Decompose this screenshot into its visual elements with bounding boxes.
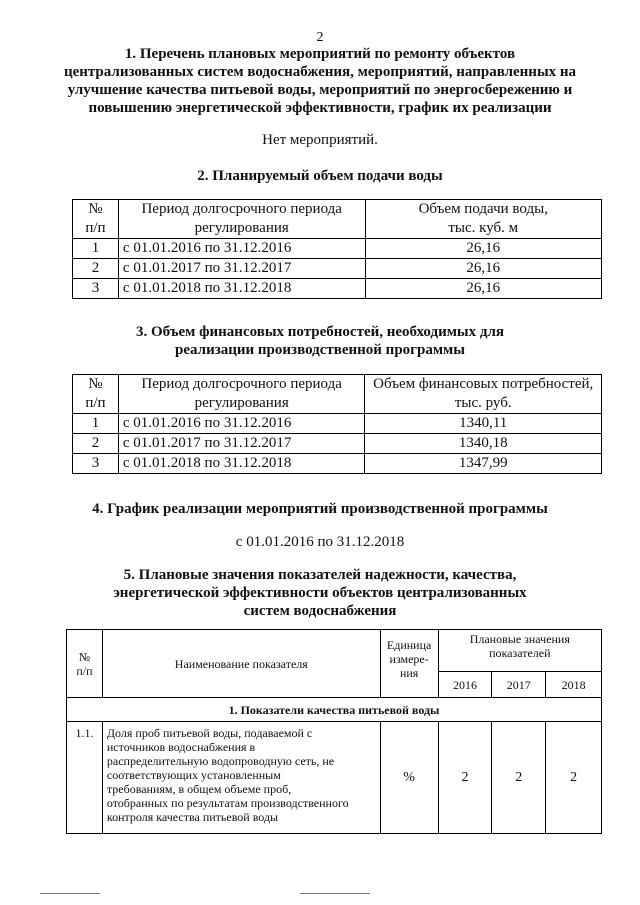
table-row [73, 434, 602, 454]
section-5-title-line: систем водоснабжения [243, 603, 397, 619]
section-2-title [60, 167, 580, 185]
header-year: 2018 [546, 672, 602, 698]
row-value: 26,16 [365, 259, 602, 279]
row-name: Доля проб питьевой воды, подаваемой с источников водоснабжения в распределительную водопроводную сеть, не соответствующих установленным требованиям, в общем объеме проб, отобранных по результатам производственного контроля качества питьевой воды [102, 722, 380, 834]
section-1-title-line: централизованных систем водоснабжения, мероприятий, направленных на [63, 64, 577, 80]
row-value: 1340,11 [365, 414, 602, 434]
table-group-row [67, 698, 602, 722]
water-supply-table [72, 199, 602, 299]
table-row [73, 414, 602, 434]
row-num: 1 [73, 239, 119, 259]
row-value: 2 [438, 722, 492, 834]
header-year: 2017 [492, 672, 546, 698]
row-num: 1.1. [67, 722, 103, 834]
section-4-title-text: 4. График реализации мероприятий производственной программы [92, 501, 548, 517]
table-row [73, 259, 602, 279]
header-num: № п/п [73, 200, 119, 239]
scan-mark [40, 893, 100, 894]
header-value: Объем финансовых потребностей, тыс. руб. [365, 375, 602, 414]
section-1-title-line: повышению энергетической эффективности, график их реализации [88, 100, 552, 116]
row-period: с 01.01.2017 по 31.12.2017 [118, 259, 365, 279]
header-period: Период долгосрочного периода регулирования [118, 200, 365, 239]
section-5-title-line: 5. Плановые значения показателей надежности, качества, [123, 567, 517, 583]
table-row [73, 239, 602, 259]
section-1-note: Нет мероприятий. [262, 132, 378, 148]
table-row [73, 454, 602, 474]
header-name: Наименование показателя [102, 630, 380, 698]
row-period: с 01.01.2018 по 31.12.2018 [118, 279, 365, 299]
row-value: 26,16 [365, 279, 602, 299]
section-1-title [60, 45, 580, 117]
row-period: с 01.01.2016 по 31.12.2016 [118, 414, 365, 434]
row-num: 2 [73, 259, 119, 279]
header-period: Период долгосрочного периода регулирования [118, 375, 365, 414]
scan-mark [300, 893, 370, 894]
table-header-row [67, 630, 602, 672]
section-3-title-line: реализации производственной программы [175, 342, 465, 358]
section-4-period: с 01.01.2016 по 31.12.2018 [235, 534, 405, 550]
page-number: 2 [316, 30, 324, 45]
row-value: 2 [492, 722, 546, 834]
row-value: 1340,18 [365, 434, 602, 454]
row-num: 1 [73, 414, 119, 434]
section-4-title [40, 500, 600, 518]
row-period: с 01.01.2016 по 31.12.2016 [118, 239, 365, 259]
header-unit: Единица измере- ния [380, 630, 438, 698]
row-period: с 01.01.2017 по 31.12.2017 [118, 434, 365, 454]
table-header-row [73, 375, 602, 414]
header-year: 2016 [438, 672, 492, 698]
header-value: Объем подачи воды, тыс. куб. м [365, 200, 602, 239]
header-planned: Плановые значения показателей [438, 630, 601, 672]
table-row [67, 722, 602, 834]
section-2-title-text: 2. Планируемый объем подачи воды [197, 168, 443, 184]
row-num: 3 [73, 279, 119, 299]
table-row [73, 279, 602, 299]
row-num: 3 [73, 454, 119, 474]
table-header-row [73, 200, 602, 239]
indicators-table [66, 629, 602, 834]
header-num: № п/п [73, 375, 119, 414]
row-value: 26,16 [365, 239, 602, 259]
row-num: 2 [73, 434, 119, 454]
section-1-title-line: 1. Перечень плановых мероприятий по ремонту объектов [124, 46, 516, 62]
row-value: 2 [546, 722, 602, 834]
row-unit: % [380, 722, 438, 834]
group-title: 1. Показатели качества питьевой воды [67, 698, 602, 722]
section-5-title-line: энергетической эффективности объектов централизованных [113, 585, 527, 601]
section-5-title [60, 566, 580, 620]
header-num: № п/п [67, 630, 103, 698]
financial-needs-table [72, 374, 602, 474]
row-period: с 01.01.2018 по 31.12.2018 [118, 454, 365, 474]
row-value: 1347,99 [365, 454, 602, 474]
section-3-title-line: 3. Объем финансовых потребностей, необходимых для [135, 324, 505, 340]
section-1-title-line: улучшение качества питьевой воды, мероприятий по энергосбережению и [67, 82, 573, 98]
section-3-title [60, 323, 580, 359]
